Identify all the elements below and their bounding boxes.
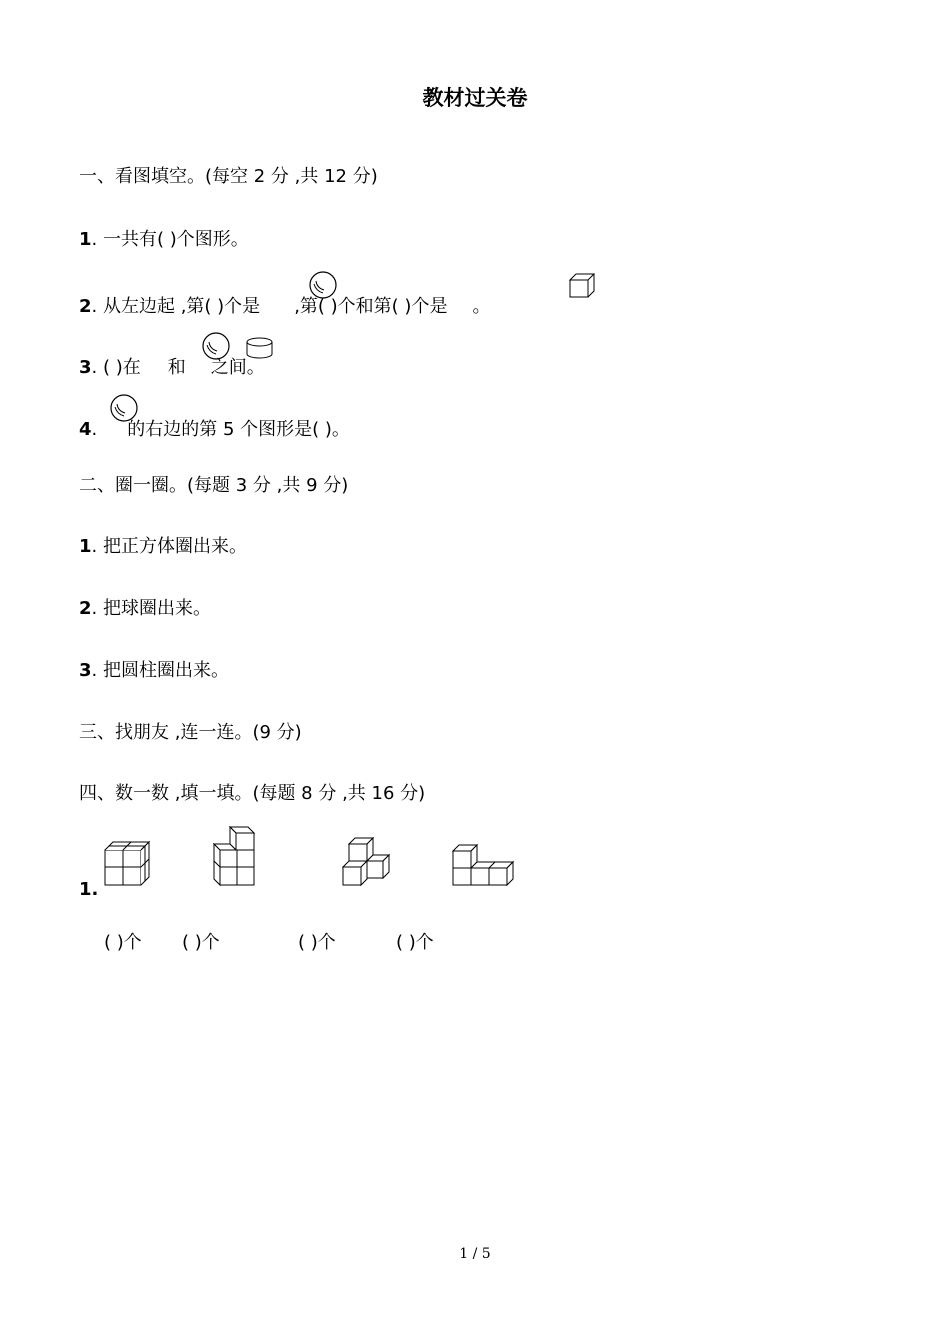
page-number: 1 / 5	[459, 1246, 491, 1262]
question-text: . ( )在	[91, 357, 141, 378]
cube-stack-icon	[212, 826, 256, 886]
question-text: . 把圆柱圈出来。	[91, 660, 229, 681]
question-text: 之间。	[210, 357, 265, 378]
question-number: 1	[79, 536, 92, 557]
cube-icon	[568, 272, 596, 298]
question-text: 。	[472, 296, 491, 317]
ball-icon	[308, 271, 338, 299]
s1-question-1	[79, 225, 249, 251]
question-number: 3	[79, 357, 92, 378]
ball-icon	[109, 394, 139, 422]
question-number: 4	[79, 419, 92, 440]
cube-stack-icon	[452, 844, 514, 886]
s1-question-2	[79, 292, 490, 318]
count-blank-2[interactable]: ( )个	[182, 932, 220, 953]
question-text: . 一共有( )个图形。	[91, 229, 249, 250]
question-text: 的右边的第 5 个图形是( )。	[127, 419, 350, 440]
count-blank-3[interactable]: ( )个	[298, 932, 336, 953]
question-text: . 把球圈出来。	[91, 598, 211, 619]
question-text: . 把正方体圈出来。	[91, 536, 247, 557]
s2-question-1	[79, 532, 247, 558]
question-number: 2	[79, 296, 92, 317]
section-1-heading: 一、看图填空。(每空 2 分 ,共 12 分)	[79, 166, 378, 187]
s1-question-3	[79, 353, 265, 379]
s4-question-number: 1.	[79, 879, 99, 900]
cube-stack-icon	[341, 836, 391, 886]
section-3-heading: 三、找朋友 ,连一连。(9 分)	[79, 722, 302, 743]
cube-stack-icon	[104, 836, 152, 886]
section-4-heading: 四、数一数 ,填一填。(每题 8 分 ,共 16 分)	[79, 783, 426, 804]
question-text: . 从左边起 ,第( )个是	[91, 296, 261, 317]
count-blank-4[interactable]: ( )个	[396, 932, 434, 953]
count-blank-1[interactable]: ( )个	[104, 932, 142, 953]
question-text: ,第( )个和第( )个是	[294, 296, 448, 317]
section-2-heading: 二、圈一圈。(每题 3 分 ,共 9 分)	[79, 475, 349, 496]
question-number: 3	[79, 660, 92, 681]
page-title: 教材过关卷	[422, 86, 528, 110]
question-number: 2	[79, 598, 92, 619]
question-text: .	[91, 419, 98, 440]
question-number: 1	[79, 229, 92, 250]
s2-question-3	[79, 656, 229, 682]
cylinder-icon	[246, 337, 273, 359]
ball-icon	[201, 332, 231, 360]
s2-question-2	[79, 594, 211, 620]
question-text: 和	[167, 357, 186, 378]
